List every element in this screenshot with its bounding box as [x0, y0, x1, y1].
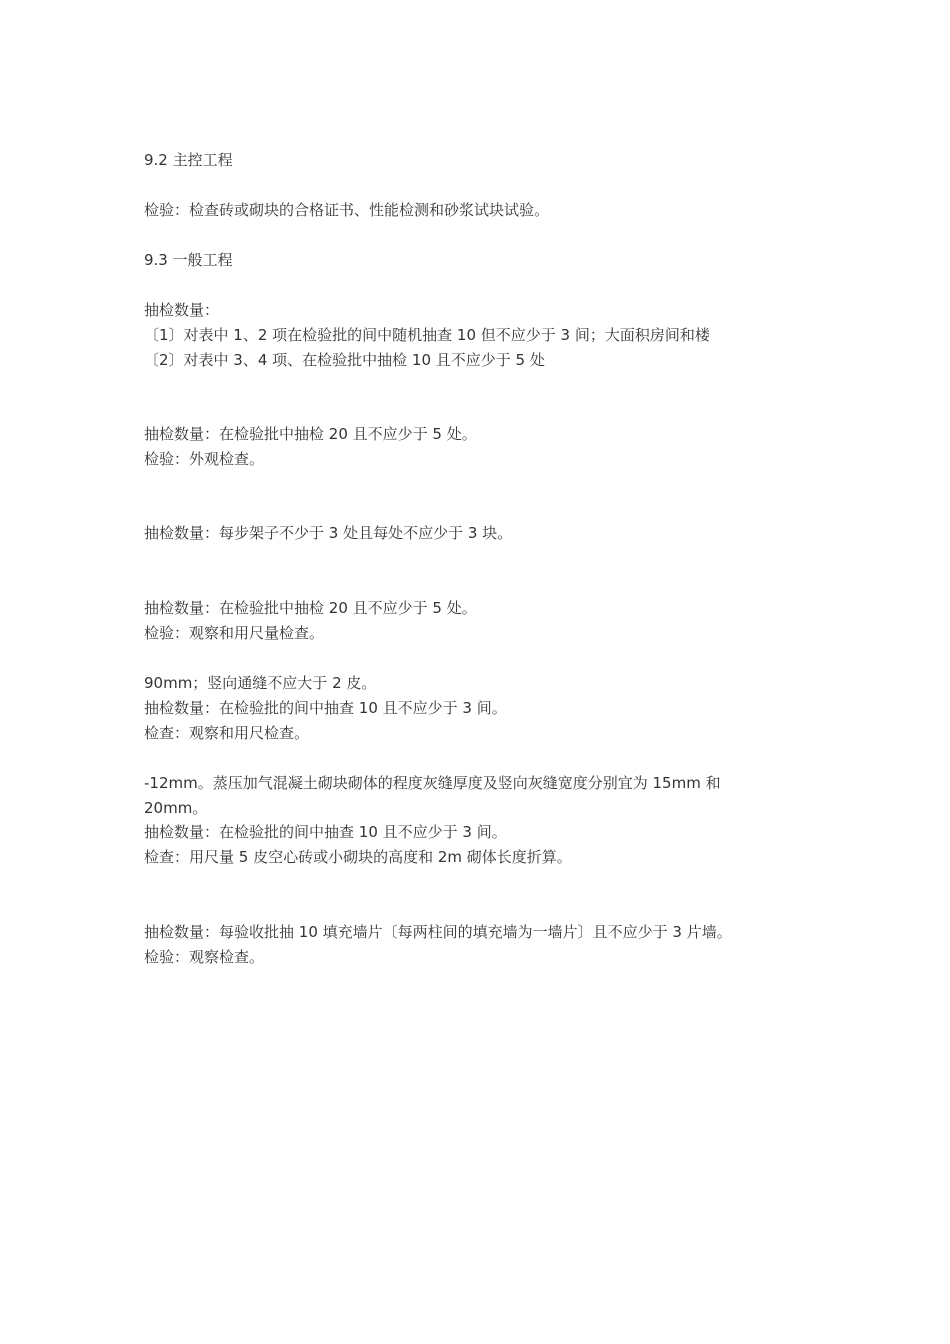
text-line: 抽检数量：每验收批抽 10 填充墙片〔每两柱间的填充墙为一墙片〕且不应少于 3 片墙。 — [144, 923, 732, 941]
text-line: 抽检数量：在检验批中抽检 20 且不应少于 5 处。 — [144, 599, 477, 617]
section-heading-9-2: 9.2 主控工程 — [144, 151, 233, 169]
text-line: 检验：观察和用尺量检查。 — [144, 624, 325, 642]
text-line: 抽检数量：在检验批中抽检 20 且不应少于 5 处。 — [144, 425, 477, 443]
text-line: -12mm。蒸压加气混凝土砌块砌体的程度灰缝厚度及竖向灰缝宽度分别宜为 15mm 和 — [144, 774, 721, 792]
text-line: 检查：用尺量 5 皮空心砖或小砌块的高度和 2m 砌体长度折算。 — [144, 848, 572, 866]
text-line: 抽检数量： — [144, 301, 220, 319]
text-line: 抽检数量：每步架子不少于 3 处且每处不应少于 3 块。 — [144, 524, 513, 542]
text-line: 检验：外观检查。 — [144, 450, 265, 468]
text-line: 抽检数量：在检验批的间中抽查 10 且不应少于 3 间。 — [144, 823, 507, 841]
text-line: 检验：观察检查。 — [144, 948, 265, 966]
text-line: 90mm；竖向通缝不应大于 2 皮。 — [144, 674, 377, 692]
text-line: 检验：检查砖或砌块的合格证书、性能检测和砂浆试块试验。 — [144, 201, 550, 219]
text-line: 〔2〕对表中 3、4 项、在检验批中抽检 10 且不应少于 5 处 — [144, 351, 545, 369]
section-heading-9-3: 9.3 一般工程 — [144, 251, 233, 269]
text-line: 检查：观察和用尺检查。 — [144, 724, 310, 742]
text-line: 〔1〕对表中 1、2 项在检验批的间中随机抽查 10 但不应少于 3 间；大面积房间和楼 — [144, 326, 710, 344]
text-line: 抽检数量：在检验批的间中抽查 10 且不应少于 3 间。 — [144, 699, 507, 717]
text-line: 20mm。 — [144, 799, 208, 817]
